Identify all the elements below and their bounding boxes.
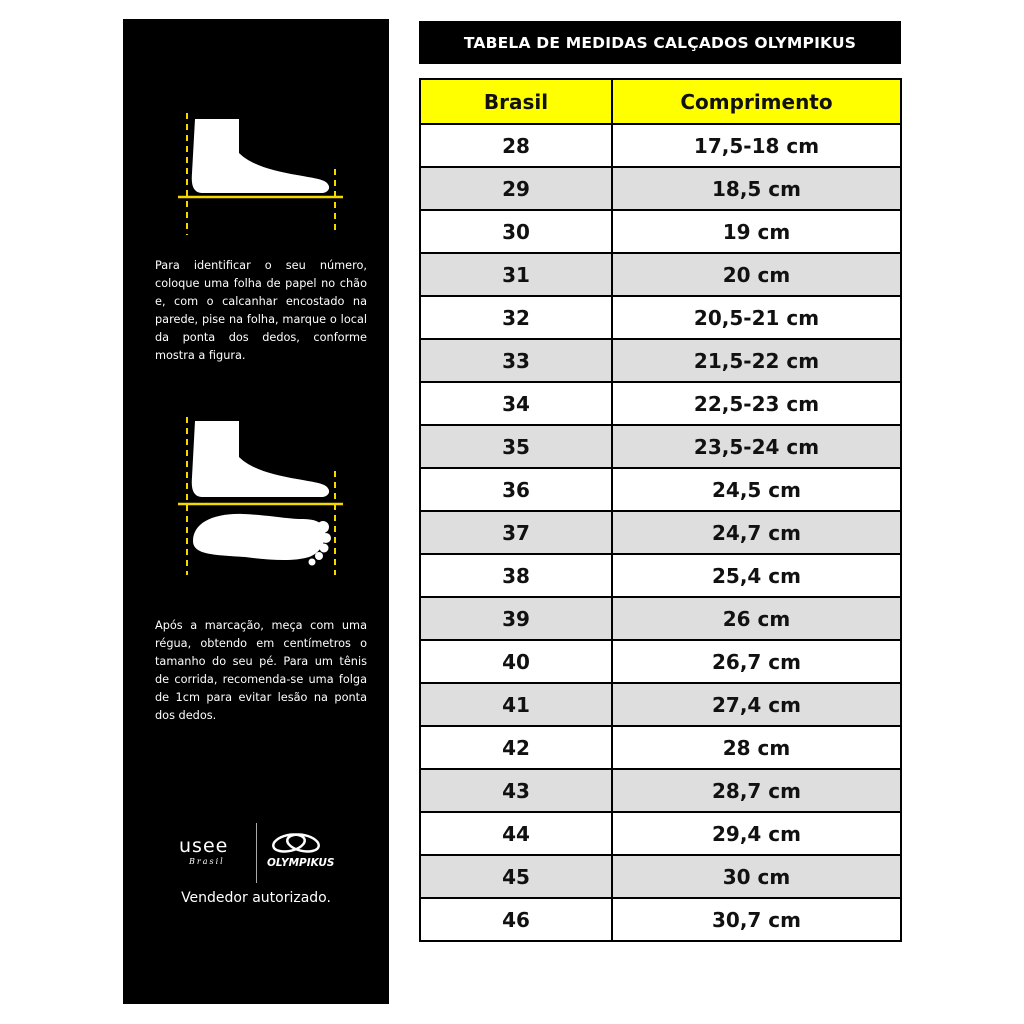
- length-cell: 26,7 cm: [612, 640, 901, 683]
- size-cell: 34: [420, 382, 612, 425]
- size-cell: 38: [420, 554, 612, 597]
- size-cell: 40: [420, 640, 612, 683]
- length-cell: 18,5 cm: [612, 167, 901, 210]
- table-row: [420, 898, 901, 941]
- length-cell: 30 cm: [612, 855, 901, 898]
- olympikus-logo: OLYMPIKUS: [267, 857, 335, 869]
- page-title: TABELA DE MEDIDAS CALÇADOS OLYMPIKUS: [419, 21, 901, 64]
- length-cell: 21,5-22 cm: [612, 339, 901, 382]
- length-cell: 24,7 cm: [612, 511, 901, 554]
- table-row: [420, 339, 901, 382]
- size-cell: 30: [420, 210, 612, 253]
- table-row: [420, 167, 901, 210]
- length-cell: 24,5 cm: [612, 468, 901, 511]
- foot-side-and-sole-icon: [173, 417, 348, 577]
- size-cell: 46: [420, 898, 612, 941]
- table-row: [420, 296, 901, 339]
- size-cell: 29: [420, 167, 612, 210]
- size-cell: 42: [420, 726, 612, 769]
- size-cell: 41: [420, 683, 612, 726]
- table-row: [420, 468, 901, 511]
- size-cell: 39: [420, 597, 612, 640]
- length-cell: 22,5-23 cm: [612, 382, 901, 425]
- foot-side-icon: [173, 113, 348, 243]
- size-cell: 37: [420, 511, 612, 554]
- length-cell: 28 cm: [612, 726, 901, 769]
- length-cell: 28,7 cm: [612, 769, 901, 812]
- length-cell: 25,4 cm: [612, 554, 901, 597]
- table-row: [420, 812, 901, 855]
- length-cell: 27,4 cm: [612, 683, 901, 726]
- instruction-text-2: Após a marcação, meça com uma régua, obtendo em centímetros o tamanho do seu pé. Para um tênis de corrida, recomenda-se uma folga de 1cm para evitar lesão na ponta dos dedos.: [155, 619, 367, 722]
- size-cell: 31: [420, 253, 612, 296]
- size-cell: 45: [420, 855, 612, 898]
- table-row: [420, 511, 901, 554]
- olympikus-mark-icon: [269, 831, 325, 855]
- size-cell: 44: [420, 812, 612, 855]
- table-row: [420, 683, 901, 726]
- length-cell: 26 cm: [612, 597, 901, 640]
- table-row: [420, 210, 901, 253]
- length-cell: 20,5-21 cm: [612, 296, 901, 339]
- instructions-panel: [123, 19, 389, 1004]
- usee-logo: usee: [179, 835, 229, 857]
- table-header-row: [420, 79, 901, 124]
- size-cell: 33: [420, 339, 612, 382]
- table-row: [420, 726, 901, 769]
- length-cell: 19 cm: [612, 210, 901, 253]
- table-row: [420, 855, 901, 898]
- table-row: [420, 124, 901, 167]
- length-cell: 17,5-18 cm: [612, 124, 901, 167]
- size-cell: 28: [420, 124, 612, 167]
- column-header-brasil: Brasil: [420, 79, 612, 124]
- column-header-comprimento: Comprimento: [612, 79, 901, 124]
- table-row: [420, 640, 901, 683]
- table-row: [420, 425, 901, 468]
- length-cell: 30,7 cm: [612, 898, 901, 941]
- size-table: [419, 78, 902, 942]
- size-cell: 35: [420, 425, 612, 468]
- size-cell: 36: [420, 468, 612, 511]
- table-row: [420, 597, 901, 640]
- logo-divider: [256, 823, 257, 883]
- usee-logo-sub: Brasil: [189, 857, 225, 866]
- vendor-text: Vendedor autorizado.: [181, 890, 331, 906]
- instruction-text-1: Para identificar o seu número, coloque uma folha de papel no chão e, com o calcanhar encostado na parede, pise na folha, marque o local da ponta dos dedos, conforme mostra a figura.: [155, 259, 367, 362]
- size-cell: 32: [420, 296, 612, 339]
- length-cell: 20 cm: [612, 253, 901, 296]
- table-row: [420, 769, 901, 812]
- table-row: [420, 253, 901, 296]
- table-row: [420, 554, 901, 597]
- table-row: [420, 382, 901, 425]
- partner-logos: [123, 823, 389, 883]
- size-cell: 43: [420, 769, 612, 812]
- length-cell: 23,5-24 cm: [612, 425, 901, 468]
- length-cell: 29,4 cm: [612, 812, 901, 855]
